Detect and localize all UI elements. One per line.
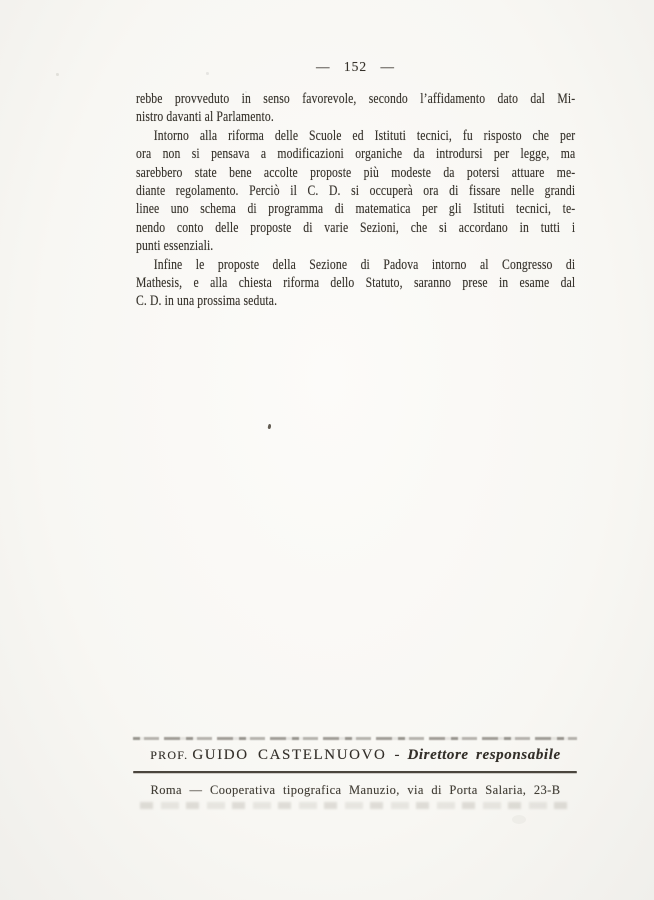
- scan-smudge-artifact: [512, 815, 526, 824]
- body-text-line: nendo conto delle proposte di varie Sezioni, che si accordano in tutti i: [136, 219, 576, 236]
- footer-horizontal-rule: [133, 771, 577, 773]
- body-text-line: rebbe provveduto in senso favorevole, secondo l’affidamento dato dal Mi-: [136, 91, 576, 107]
- body-text-block: [136, 90, 575, 311]
- show-through-text-artifact: [140, 802, 572, 809]
- body-text-line: C. D. in una prossima seduta.: [136, 293, 278, 310]
- body-text-line: diante regolamento. Perciò il C. D. si occuperà ora di fissare nelle grandi: [136, 183, 576, 200]
- scan-speck-artifact: [56, 73, 59, 76]
- body-text-line: Infine le proposte della Sezione di Padova intorno al Congresso di: [153, 256, 576, 273]
- director-role: Direttore responsabile: [407, 747, 561, 763]
- page-number-header: — 152 —: [316, 59, 395, 74]
- body-text-line: nistro davanti al Parlamento.: [136, 109, 274, 126]
- body-text-line: ora non si pensava a modificazioni organiche da introdursi per legge, ma: [136, 146, 576, 163]
- body-text-line: punti essenziali.: [136, 238, 214, 255]
- body-text-line: linee uno schema di programma di matematica per gli Istituti tecnici, te-: [136, 201, 576, 218]
- ink-speck-artifact: [267, 424, 271, 430]
- director-credit-line: [136, 746, 575, 764]
- body-text-line: sarebbero state bene accolte proposte più modeste da potersi attuare me-: [136, 164, 576, 181]
- worn-dashed-rule: [133, 737, 577, 740]
- director-name: GUIDO CASTELNUOVO: [192, 747, 387, 763]
- scan-speck-artifact: [245, 91, 247, 93]
- body-text-line: Intorno alla riforma delle Scuole ed Istituti tecnici, fu risposto che per: [153, 127, 576, 144]
- printer-imprint-line: Roma — Cooperativa tipografica Manuzio, via di Porta Salaria, 23-B: [150, 783, 561, 797]
- director-title-prefix: PROF.: [150, 748, 189, 762]
- scan-speck-artifact: [206, 72, 209, 75]
- body-text-line: Mathesis, e alla chiesta riforma dello Statuto, saranno prese in esame dal: [136, 275, 576, 292]
- director-separator-dash: -: [394, 747, 400, 763]
